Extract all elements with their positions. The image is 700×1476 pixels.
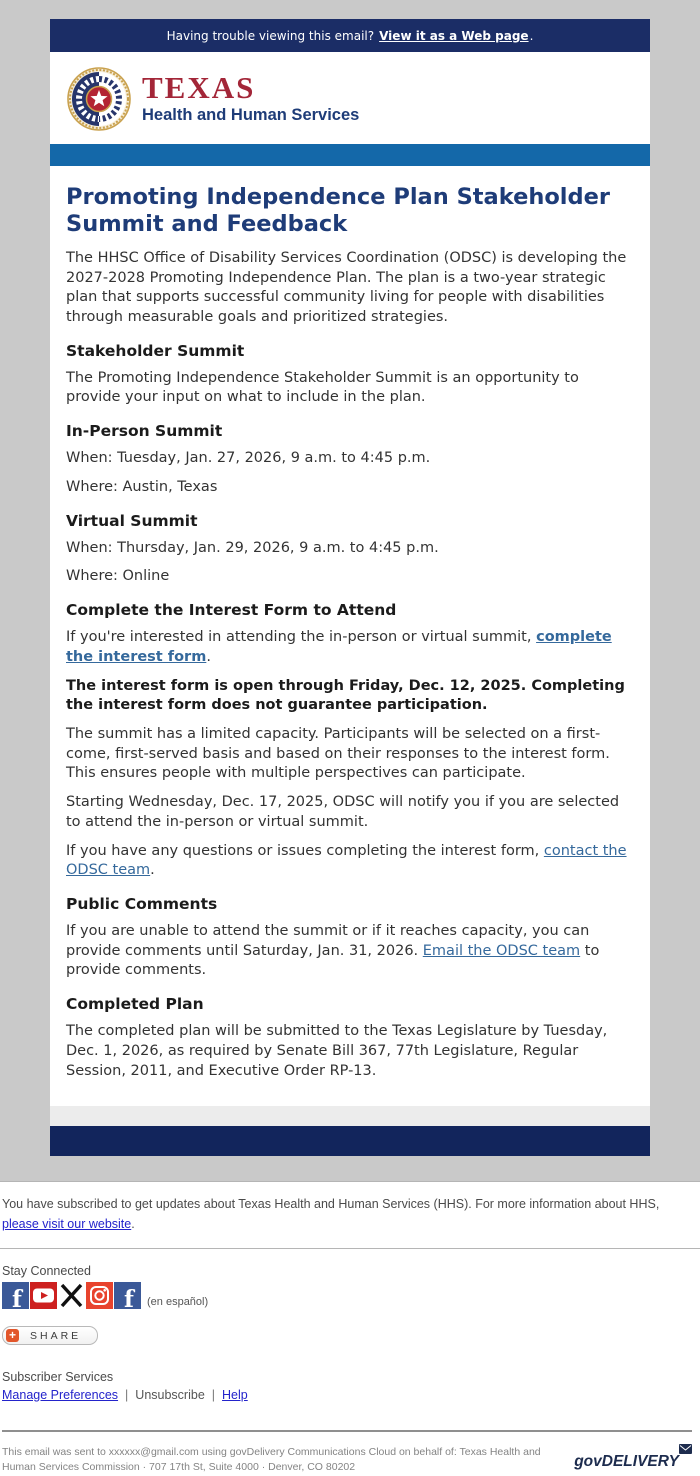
facebook-icon[interactable]	[2, 1282, 29, 1309]
paragraph	[66, 478, 634, 498]
paragraph	[66, 539, 634, 559]
govdelivery-wordmark: govDELIVERY	[574, 1452, 679, 1470]
text-segment: .	[131, 1217, 135, 1232]
text-segment: Complete the Interest Form to Attend	[66, 601, 397, 620]
text-segment: The summit has a limited capacity. Participants will be selected on a first-come, first-served basis and based on their responses to the interest form. This ensures people with multiple perspectives can participate.	[66, 725, 610, 782]
article	[50, 166, 650, 1106]
paragraph	[66, 842, 634, 881]
section-heading	[66, 601, 634, 619]
page-title: Promoting Independence Plan Stakeholder Summit and Feedback	[66, 184, 610, 238]
subscriber-links-row	[2, 1388, 700, 1402]
paragraph	[66, 249, 634, 328]
social-icons-row	[2, 1282, 700, 1309]
visit-website-link[interactable]: please visit our website	[2, 1217, 132, 1232]
contact-odsc-link[interactable]: contact the ODSC team	[66, 842, 627, 879]
texas-state-seal-icon	[67, 67, 131, 131]
paragraph	[66, 628, 634, 667]
paragraph	[66, 677, 634, 716]
paragraph	[66, 369, 634, 408]
x-twitter-icon[interactable]	[58, 1282, 85, 1309]
footer-gray-strip	[50, 1106, 650, 1126]
unsubscribe-link[interactable]: Unsubscribe	[135, 1387, 205, 1402]
accent-blue-bar	[50, 144, 650, 166]
text-segment: Stakeholder Summit	[66, 341, 245, 360]
youtube-icon[interactable]	[30, 1282, 57, 1309]
section-heading	[66, 342, 634, 360]
en-espanol-note: (en español)	[147, 1296, 209, 1309]
svg-text:f: f	[124, 1286, 134, 1310]
share-button[interactable]	[2, 1326, 98, 1345]
text-segment: Completed Plan	[66, 995, 204, 1014]
svg-text:f: f	[12, 1286, 22, 1310]
text-segment: to provide comments.	[66, 942, 600, 979]
text-segment: You have subscribed to get updates about Texas Health and Human Services (HHS). For more information about HHS,	[2, 1197, 660, 1212]
text-segment: The HHSC Office of Disability Services Coordination (ODSC) is developing the 2027-2028 Promoting Independence Plan. The plan is a two-year strategic plan that supports successful community living for people with disabilities through measurable goals and prioritized strategies.	[66, 249, 627, 326]
paragraph	[66, 793, 634, 832]
banner-suffix: .	[529, 28, 534, 43]
text-segment: In-Person Summit	[66, 422, 223, 441]
text-segment: Where: Austin, Texas	[66, 478, 218, 495]
text-segment: The completed plan will be submitted to the Texas Legislature by Tuesday, Dec. 1, 2026, as required by Senate Bill 367, 77th Legislature, Regular Session, 2011, and Executive Order RP-13.	[66, 1023, 608, 1079]
envelope-icon	[679, 1444, 692, 1454]
share-plus-icon: +	[6, 1329, 19, 1342]
subscription-notice	[0, 1181, 700, 1249]
manage-preferences-link[interactable]: Manage Preferences	[2, 1387, 119, 1402]
paragraph	[66, 1022, 634, 1081]
email-footer	[0, 1181, 700, 1476]
text-segment: The Promoting Independence Stakeholder Summit is an opportunity to provide your input on what to include in the plan.	[66, 369, 579, 406]
share-button-label: SHARE	[30, 1329, 82, 1342]
help-link[interactable]: Help	[222, 1387, 248, 1402]
text-segment: Public Comments	[66, 894, 218, 913]
section-heading	[66, 995, 634, 1013]
paragraph	[66, 922, 634, 981]
subscriber-services-label: Subscriber Services	[2, 1370, 114, 1385]
fine-print-text: This email was sent to xxxxxx@gmail.com using govDelivery Communications Cloud on behalf of: Texas Health and Human Services Commission · 707 17th St, Suite 4000 · Denver, CO 80202	[2, 1445, 541, 1474]
text-segment: .	[206, 648, 211, 665]
logo-text	[142, 70, 360, 124]
text-segment: When: Tuesday, Jan. 27, 2026, 9 a.m. to 4:45 p.m.	[66, 450, 431, 467]
text-segment: If you have any questions or issues completing the interest form,	[66, 842, 544, 859]
link-separator: |	[211, 1387, 216, 1402]
link-separator: |	[125, 1387, 129, 1402]
email-odsc-link[interactable]: Email the ODSC team	[422, 942, 581, 959]
facebook-espanol-icon[interactable]	[114, 1282, 141, 1309]
fine-print-row	[0, 1432, 700, 1476]
interest-form-link[interactable]: complete the interest form	[66, 629, 612, 665]
text-segment: Virtual Summit	[66, 511, 198, 530]
banner-text: Having trouble viewing this email?	[166, 28, 375, 43]
text-segment: Starting Wednesday, Dec. 17, 2025, ODSC will notify you if you are selected to attend the in-person or virtual summit.	[66, 794, 620, 830]
view-online-banner	[50, 19, 650, 52]
text-segment: Where: Online	[66, 568, 170, 585]
stay-connected-label: Stay Connected	[2, 1264, 91, 1279]
paragraph	[66, 449, 634, 469]
article-body	[66, 249, 634, 1081]
footer-navy-bar	[50, 1126, 650, 1156]
text-segment: If you're interested in attending the in-person or virtual summit,	[66, 629, 537, 646]
logo-texas: TEXAS	[142, 70, 256, 106]
text-segment: When: Thursday, Jan. 29, 2026, 9 a.m. to 4:45 p.m.	[66, 539, 439, 556]
text-segment: .	[150, 862, 155, 879]
section-heading	[66, 422, 634, 440]
paragraph	[66, 725, 634, 784]
instagram-icon[interactable]	[86, 1282, 113, 1309]
paragraph	[66, 567, 634, 587]
section-heading	[66, 895, 634, 913]
text-segment: The interest form is open through Friday, Dec. 12, 2025. Completing the interest form does not guarantee participation.	[66, 677, 625, 714]
logo-hhs: Health and Human Services	[142, 105, 360, 124]
logo-header	[50, 52, 650, 144]
text-segment: If you are unable to attend the summit or if it reaches capacity, you can provide comments until Saturday, Jan. 31, 2026.	[66, 922, 590, 959]
email-card	[50, 19, 650, 1156]
view-as-webpage-link[interactable]: View it as a Web page	[379, 28, 529, 43]
section-heading	[66, 512, 634, 530]
govdelivery-logo	[574, 1453, 692, 1471]
